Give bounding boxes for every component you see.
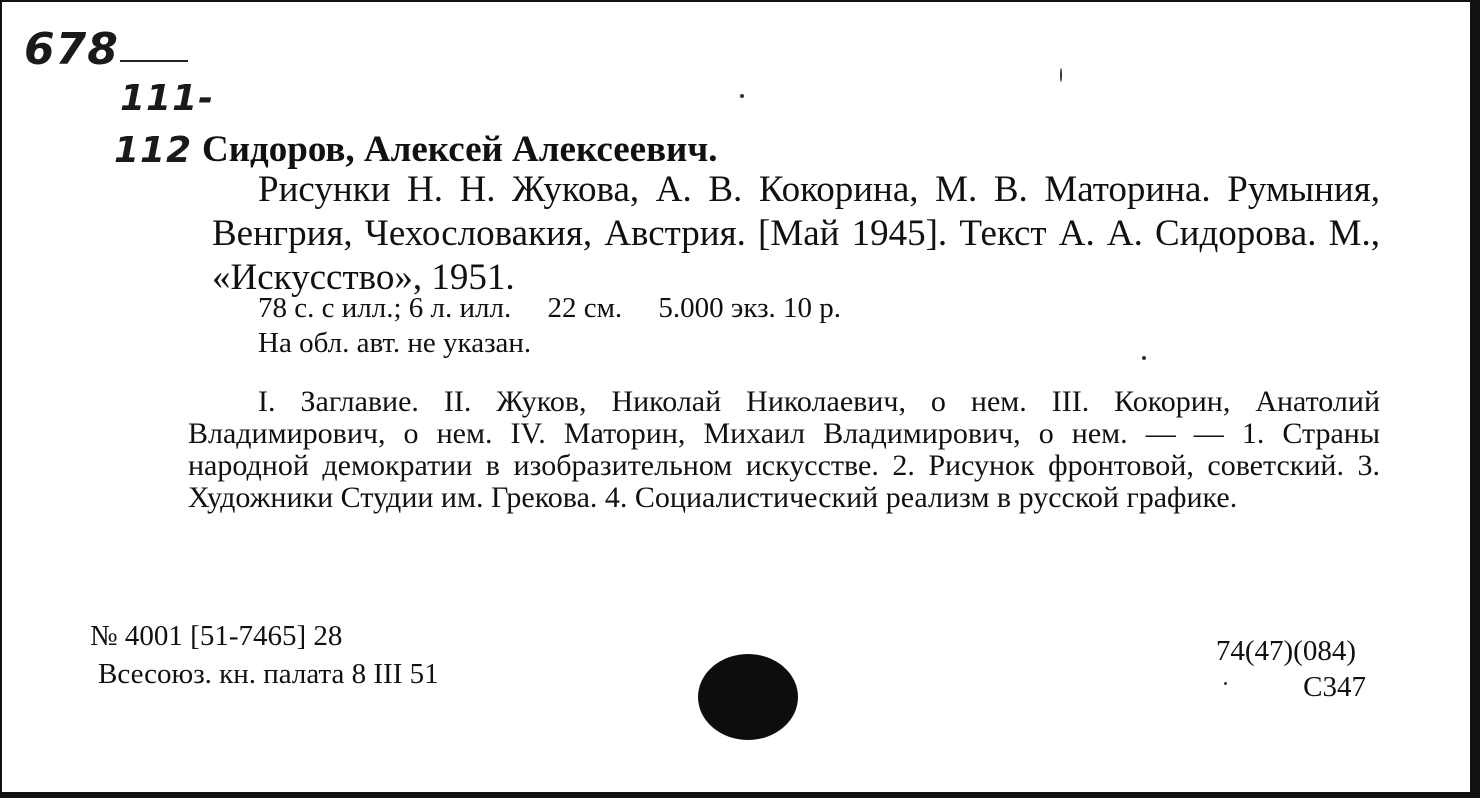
- dust-speck: [1224, 682, 1227, 685]
- punch-hole: [698, 654, 798, 740]
- title-block: Рисунки Н. Н. Жукова, А. В. Кокорина, М. В. Маторина. Румыния, Венгрия, Чехословакия, Австрия. [Май 1945]. Текст А. А. Сидорова. М., «Искусство», 1951.: [212, 169, 1380, 298]
- handwritten-range-end: 112: [114, 130, 193, 171]
- handwritten-shelf-mark: 678: [24, 24, 119, 75]
- note: На обл. авт. не указан.: [258, 327, 532, 359]
- dust-speck: [1060, 68, 1062, 82]
- dust-speck: [1142, 356, 1146, 360]
- classification-code: 74(47)(084): [1215, 635, 1356, 667]
- book-chamber-imprint: Всесоюз. кн. палата 8 III 51: [98, 658, 439, 690]
- author-heading: Сидоров, Алексей Алексеевич.: [202, 129, 718, 170]
- tracings: I. Заглавие. II. Жуков, Николай Николаевич, о нем. III. Кокорин, Анатолий Владимирович, о нем. IV. Маторин, Михаил Владимирович, о нем. — — 1. Страны народной демократии в изобразительном искусстве. 2. Рисунок фронтовой, советский. 3. Художники Студии им. Грекова. 4. Социалистический реализм в русской графике.: [188, 385, 1380, 514]
- dust-speck: [740, 94, 744, 98]
- card-number: № 4001 [51-7465] 28: [90, 620, 343, 652]
- physical-description: 78 с. с илл.; 6 л. илл. 22 см. 5.000 экз. 10 р.: [258, 292, 842, 324]
- handwritten-range-start: 111-: [120, 78, 215, 119]
- author-mark: С347: [1303, 671, 1366, 703]
- handwritten-dash: [120, 60, 188, 62]
